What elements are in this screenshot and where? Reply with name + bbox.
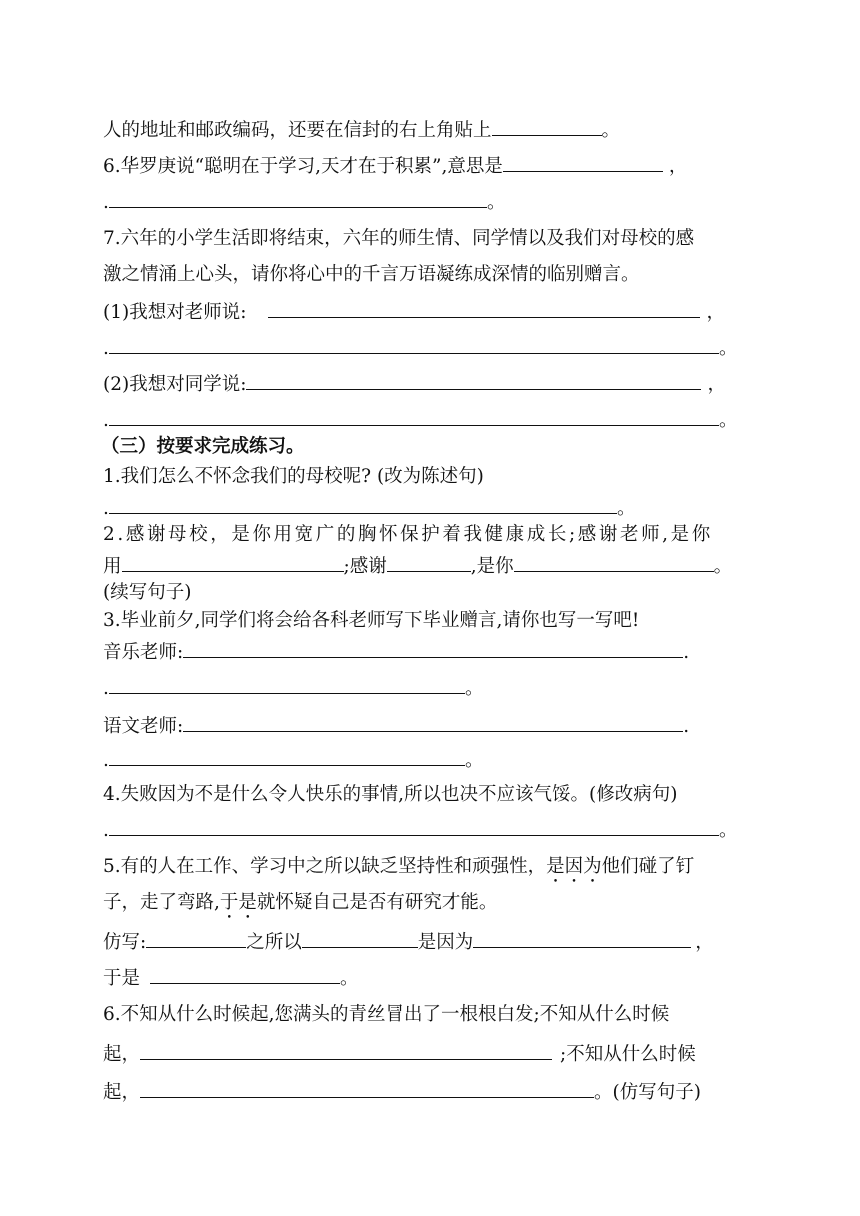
question-6-cont: . 。 (103, 188, 506, 216)
question-7-cont: 激之情涌上心头，请你将心中的千言万语凝练成深情的临别赠言。 (103, 264, 640, 285)
exercise-3-music-cont: . 。 (103, 674, 484, 702)
answer-blank[interactable] (503, 152, 663, 172)
question-6: 6.华罗庚说“聪明在于学习,天才在于积累”,意思是 ， (103, 152, 687, 180)
exercise-4: 4.失败因为不是什么令人快乐的事情,所以也决不应该气馁。(修改病句) (103, 784, 678, 805)
exercise-1-answer: . 。 (103, 494, 636, 522)
question-7: 7.六年的小学生活即将结束，六年的师生情、同学情以及我们对母校的感 (103, 228, 695, 249)
question-7-1: (1)我想对老师说: ， (103, 298, 725, 326)
answer-blank[interactable] (109, 494, 617, 514)
answer-blank[interactable] (514, 552, 714, 572)
question-7-2-cont: . 。 (103, 406, 738, 434)
answer-blank[interactable] (109, 406, 719, 426)
exercise-5-imitate: 仿写: 之所以 是因为 ， (103, 928, 714, 956)
exercise-3-music: 音乐老师: . (103, 638, 689, 666)
exercise-5: 5.有的人在工作、学习中之所以缺乏坚持性和顽强性，是因为他们碰了钉 (103, 856, 695, 877)
exercise-2: 2.感谢母校，是你用宽广的胸怀保护着我健康成长;感谢老师,是你 (103, 524, 713, 545)
answer-blank[interactable] (246, 370, 701, 390)
question-7-1-cont: . 。 (103, 334, 738, 362)
answer-blank[interactable] (109, 334, 719, 354)
answer-blank[interactable] (109, 188, 487, 208)
exercise-3-chinese-cont: . 。 (103, 746, 484, 774)
answer-blank[interactable] (140, 1078, 594, 1098)
emphasis-dots: 是因为 (546, 856, 602, 877)
answer-blank[interactable] (146, 928, 246, 948)
exercise-5-cont: 子，走了弯路,于是就怀疑自己是否有研究才能。 (103, 892, 498, 913)
answer-blank[interactable] (109, 746, 465, 766)
answer-blank[interactable] (122, 552, 344, 572)
answer-blank[interactable] (109, 816, 719, 836)
answer-blank[interactable] (492, 116, 602, 136)
exercise-4-answer: . 。 (103, 816, 738, 844)
exercise-1: 1.我们怎么不怀念我们的母校呢? (改为陈述句) (103, 466, 484, 487)
line-envelope: 人的地址和邮政编码，还要在信封的右上角贴上 。 (103, 116, 620, 144)
exercise-6-cont2: 起， 。(仿写句子) (103, 1078, 701, 1106)
section-heading: （三）按要求完成练习。 (101, 436, 305, 457)
emphasis-dots: 于是 (219, 892, 257, 913)
answer-blank[interactable] (302, 928, 418, 948)
answer-blank[interactable] (183, 712, 683, 732)
answer-blank[interactable] (109, 674, 465, 694)
answer-blank[interactable] (150, 964, 340, 984)
exercise-6: 6.不知从什么时候起,您满头的青丝冒出了一根根白发;不知从什么时候 (103, 1004, 670, 1025)
answer-blank[interactable] (268, 298, 700, 318)
exercise-6-cont: 起， ;不知从什么时候 (103, 1040, 696, 1068)
answer-blank[interactable] (140, 1040, 552, 1060)
exercise-3-chinese: 语文老师: . (103, 712, 689, 740)
exercise-2-cont: 用 ;感谢 ,是你 。 (103, 552, 732, 580)
answer-blank[interactable] (387, 552, 471, 572)
exercise-2-instruction: (续写句子) (103, 582, 192, 603)
exercise-3: 3.毕业前夕,同学们将会给各科老师写下毕业赠言,请你也写一写吧! (103, 610, 640, 631)
answer-blank[interactable] (473, 928, 691, 948)
exercise-5-imitate-cont: 于是 。 (103, 964, 359, 992)
answer-blank[interactable] (183, 638, 683, 658)
question-7-2: (2)我想对同学说: ， (103, 370, 726, 398)
